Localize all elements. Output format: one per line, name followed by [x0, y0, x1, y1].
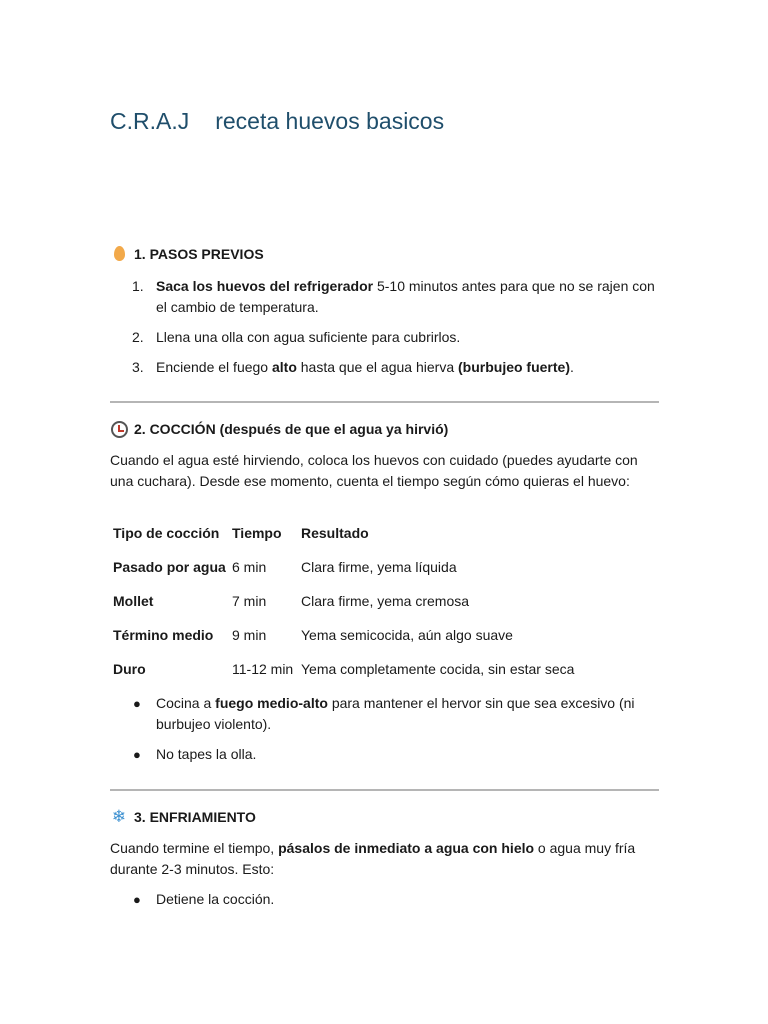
step-item [110, 276, 660, 318]
section-1-title: 1. PASOS PREVIOS [134, 246, 264, 262]
step-text: Enciende el fuego [156, 359, 272, 375]
table-cell: Término medio [113, 627, 214, 643]
tip-bold: fuego medio-alto [215, 695, 328, 711]
table-header-row [110, 524, 577, 558]
section-2-title: 2. COCCIÓN (después de que el agua ya hirvió) [134, 421, 449, 437]
cooking-table [110, 524, 577, 694]
section-3-title: 3. ENFRIAMIENTO [134, 809, 256, 825]
table-cell: 9 min [232, 627, 267, 643]
step-bold: alto [271, 359, 297, 375]
egg-icon [110, 245, 128, 263]
table-header: Tipo de cocción [113, 525, 220, 541]
table-row [110, 558, 577, 592]
step-item [110, 357, 660, 378]
table-cell: Duro [113, 661, 146, 677]
cooling-text: Detiene la cocción. [156, 891, 275, 907]
table-cell: 6 min [232, 559, 267, 575]
table-cell: Clara firme, yema líquida [301, 559, 457, 575]
table-header: Tiempo [232, 525, 282, 541]
section-1-heading [110, 245, 264, 263]
step-text: Llena una olla con agua suficiente para cubrirlos. [156, 329, 461, 345]
step-number: 1. [132, 278, 144, 294]
title-org: C.R.A.J [110, 108, 190, 134]
bullet-icon: ● [133, 696, 141, 711]
cooling-list [110, 889, 660, 910]
table-cell: Yema completamente cocida, sin estar seca [301, 661, 575, 677]
cooling-intro [110, 838, 655, 880]
table-cell: Mollet [113, 593, 154, 609]
section-3-heading [110, 808, 256, 826]
table-cell: Clara firme, yema cremosa [301, 593, 470, 609]
intro-text: o agua muy fría durante 2-3 minutos. Esto: [110, 840, 636, 877]
bullet-icon: ● [133, 747, 141, 762]
steps-list [110, 276, 660, 378]
table-row [110, 626, 577, 660]
step-text: hasta que el agua hierva [296, 359, 458, 375]
intro-bold: pásalos de inmediato a agua con hielo [278, 840, 535, 856]
table-cell: Yema semicocida, aún algo suave [301, 627, 513, 643]
step-text: . [570, 359, 574, 375]
section-2-heading [110, 420, 448, 438]
tip-text: No tapes la olla. [156, 746, 257, 762]
table-cell: 7 min [232, 593, 267, 609]
step-text: 5-10 minutos antes para que no se rajen con el cambio de temperatura. [156, 278, 655, 315]
table-row [110, 592, 577, 626]
table-cell: 11-12 min [232, 661, 294, 677]
list-item [110, 889, 660, 910]
step-number: 3. [132, 359, 144, 375]
cooking-intro: Cuando el agua esté hirviendo, coloca los huevos con cuidado (puedes ayudarte con una cuchara). Desde ese momento, cuenta el tiempo según cómo quieras el huevo: [110, 452, 638, 489]
tip-text: para mantener el hervor sin que sea excesivo (ni burbujeo violento). [156, 695, 635, 732]
tip-text: Cocina a [156, 695, 216, 711]
divider [110, 401, 659, 403]
snowflake-icon: ❄ [111, 807, 127, 826]
list-item [110, 744, 660, 765]
table-header: Resultado [301, 525, 369, 541]
table-cell: Pasado por agua [113, 559, 226, 575]
step-bold: Saca los huevos del refrigerador [156, 278, 374, 294]
divider [110, 789, 659, 791]
title-text: receta huevos basicos [215, 108, 445, 134]
bullet-icon: ● [133, 892, 141, 907]
intro-text: Cuando termine el tiempo, [110, 840, 279, 856]
step-item [110, 327, 660, 348]
step-number: 2. [132, 329, 144, 345]
step-bold: (burbujeo fuerte) [458, 359, 570, 375]
list-item [110, 693, 660, 735]
table-row [110, 660, 577, 694]
clock-icon [110, 420, 128, 438]
document-title [110, 108, 444, 135]
cooking-tips-list [110, 693, 660, 765]
